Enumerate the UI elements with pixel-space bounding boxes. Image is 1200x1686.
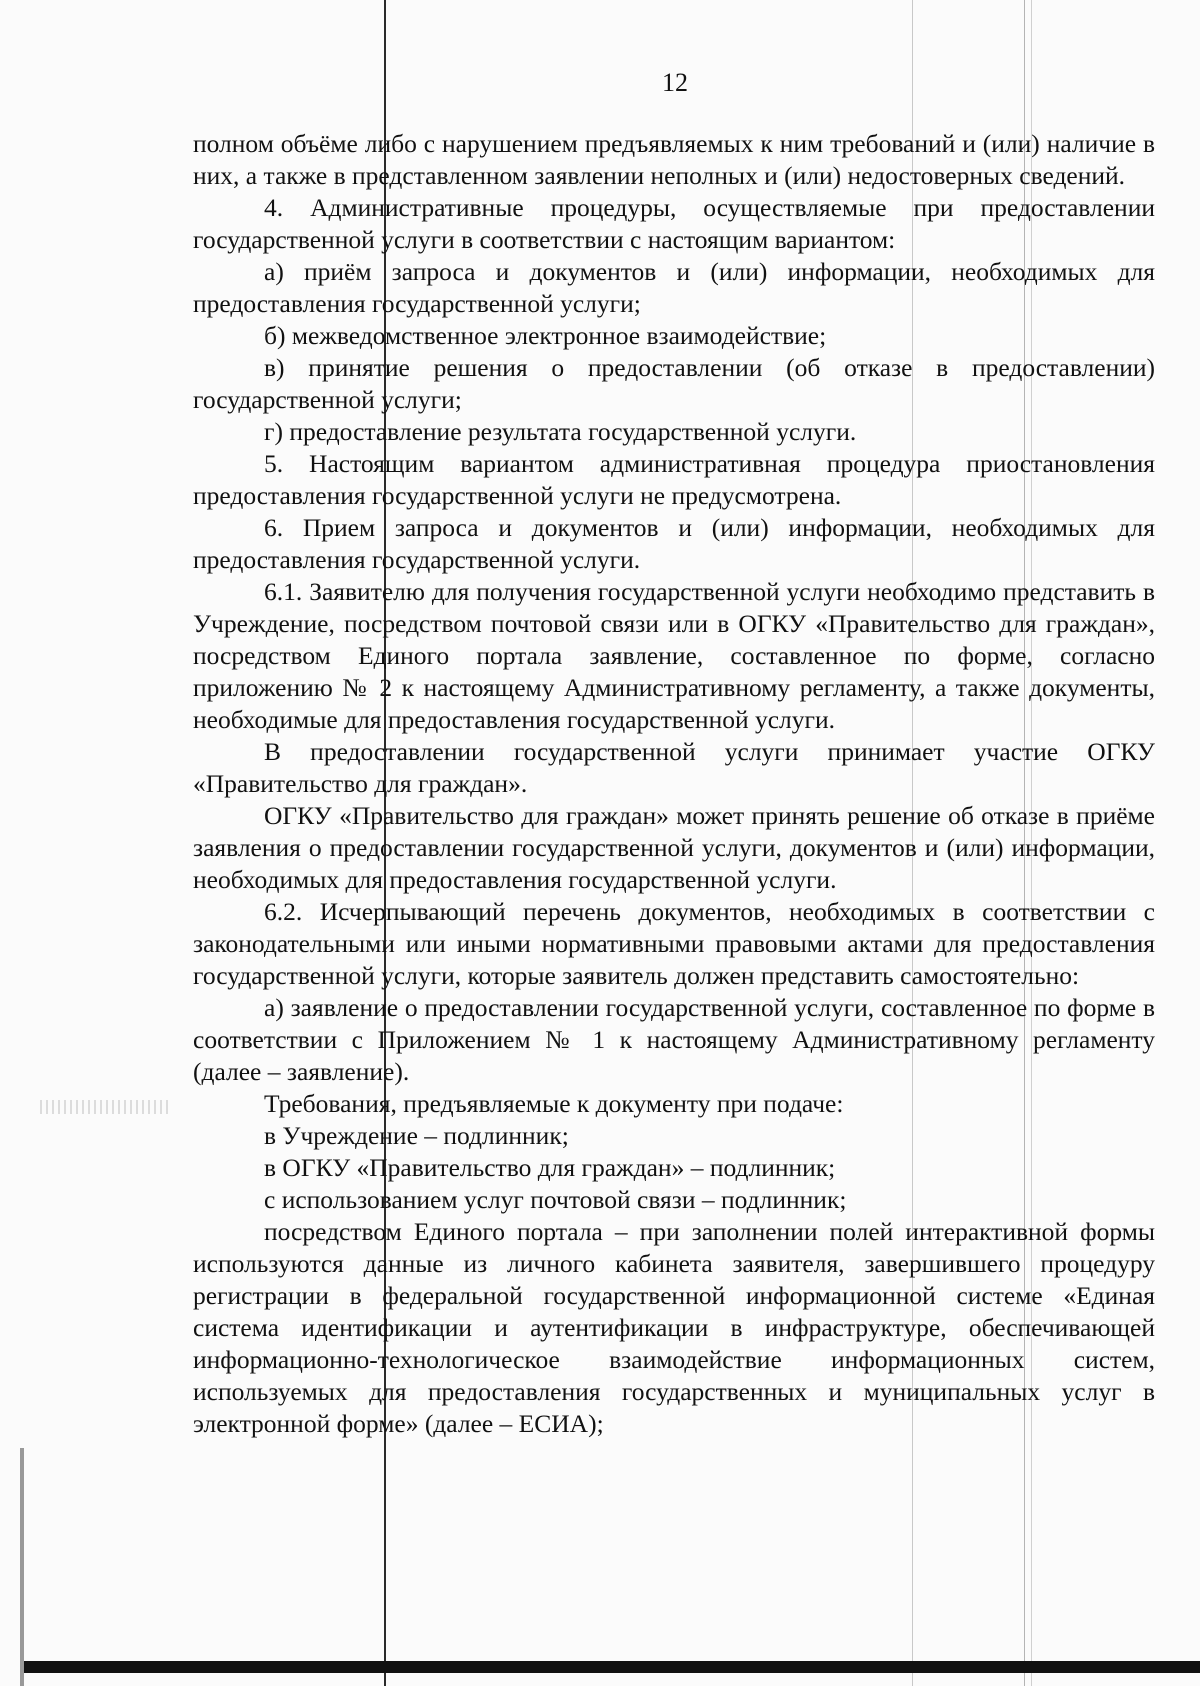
paragraph: г) предоставление результата государственной услуги.: [264, 417, 857, 446]
paragraph: в Учреждение – подлинник;: [264, 1121, 569, 1150]
paragraph: 6. Прием запроса и документов и (или) информации, необходимых для предоставления государственной услуги.: [193, 513, 1155, 574]
paragraph: посредством Единого портала – при заполнении полей интерактивной формы используются данные из личного кабинета заявителя, завершившего процедуру регистрации в федеральной государственной информационной системе «Единая система идентификации и аутентификации в инфраструктуре, обеспечивающей информационно-технологическое взаимодействие информационных систем, используемых для предоставления государственных и муниципальных услуг в электронной форме» (далее – ЕСИА);: [193, 1217, 1155, 1438]
paragraph: а) приём запроса и документов и (или) информации, необходимых для предоставления государственной услуги;: [193, 257, 1155, 318]
paragraph: 6.1. Заявителю для получения государственной услуги необходимо представить в Учреждение, посредством почтовой связи или в ОГКУ «Правительство для граждан», посредством Единого портала заявление, составленное по форме, согласно приложению № 2 к настоящему Административному регламенту, а также документы, необходимые для предоставления государственной услуги.: [193, 577, 1155, 734]
paragraph: В предоставлении государственной услуги принимает участие ОГКУ «Правительство для граждан».: [193, 737, 1155, 798]
page-number: 12: [662, 68, 688, 97]
paragraph: 4. Административные процедуры, осуществляемые при предоставлении государственной услуги в соответствии с настоящим вариантом:: [193, 193, 1155, 254]
scan-bottom-border: [24, 1661, 1200, 1673]
scan-speckle: [40, 1100, 170, 1114]
paragraph: полном объёме либо с нарушением предъявляемых к ним требований и (или) наличие в них, а также в представленном заявлении неполных и (или) недостоверных сведений.: [193, 129, 1155, 190]
paragraph: с использованием услуг почтовой связи – подлинник;: [264, 1185, 847, 1214]
paragraph: 6.2. Исчерпывающий перечень документов, необходимых в соответствии с законодательными или иными нормативными правовыми актами для предоставления государственной услуги, которые заявитель должен представить самостоятельно:: [193, 897, 1155, 990]
paragraph: а) заявление о предоставлении государственной услуги, составленное по форме в соответствии с Приложением № 1 к настоящему Административному регламенту (далее – заявление).: [193, 993, 1155, 1086]
paragraph: Требования, предъявляемые к документу при подаче:: [264, 1089, 844, 1118]
paragraph: 5. Настоящим вариантом административная процедура приостановления предоставления государственной услуги не предусмотрена.: [193, 449, 1155, 510]
paragraph: в) принятие решения о предоставлении (об отказе в предоставлении) государственной услуги;: [193, 353, 1155, 414]
document-body: [193, 128, 1155, 1440]
scan-edge-shadow: [20, 1448, 24, 1686]
paragraph: б) межведомственное электронное взаимодействие;: [264, 321, 827, 350]
paragraph: в ОГКУ «Правительство для граждан» – подлинник;: [264, 1153, 836, 1182]
paragraph: ОГКУ «Правительство для граждан» может принять решение об отказе в приёме заявления о предоставлении государственной услуги, документов и (или) информации, необходимых для предоставления государственной услуги.: [193, 801, 1155, 894]
